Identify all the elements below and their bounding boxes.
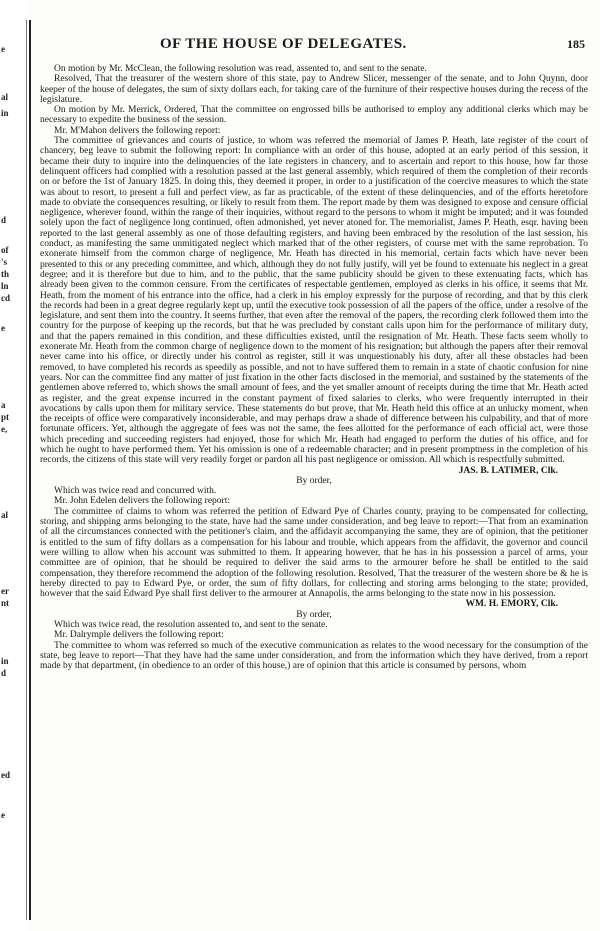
margin-fragment: al [1,510,9,520]
gutter-shadow [26,20,27,920]
by-order-line: By order, [296,609,332,620]
margin-fragment: er [1,586,9,596]
margin-fragment: of [1,245,9,255]
paragraph: Resolved, That the treasurer of the western shore of this state, pay to Andrew Slicer, messenger of the senate, and to John Quynn, door keeper of the house of delegates, the sum of sixty dollars each, for taking care of the furniture of their respective houses during the recess of the legislature. [40,74,588,105]
paragraph: The committee of claims to whom was referred the petition of Edward Pye of Charles county, praying to be compensated for collecting, storing, and shipping arms belonging to the state, have had the same under consideration, and beg leave to report:—That from an examination of all the circumstances connected with the petitioner's claim, and the affidavit accompanying the same, they are of opinion, that the petitioner is entitled to the sum of fifty dollars as a compensation for his labour and trouble, which appears from the affidavit, the governor and council were willing to allow when his account was submitted to them. It appearing however, that he has in his possession a parcel of arms, your committee are of opinion, that he should be required to deliver the said arms to the armourer before he shall be entitled to the said compensation, they therefore recommend the adoption of the following resolution. Resolved, That the treasurer of the western shore be & he is hereby directed to pay to Edward Pye, or order, the sum of fifty dollars, for collecting and storing arms belonging to the state; provided, however that the said Edward Pye shall first deliver to the armourer at Annapolis, the arms belonging to the state now in his possession. [40,506,588,600]
paragraph: Which was twice read, the resolution assented to, and sent to the senate. [54,620,328,631]
paragraph: On motion by Mr. Merrick, Ordered, That the committee on engrossed bills be authorised to employ any additional clerks which may be necessary to expedite the business of the session. [40,105,588,126]
page-body-text [40,64,588,924]
paragraph: Which was twice read and concurred with. [54,486,217,497]
page-title: OF THE HOUSE OF DELEGATES. [160,36,407,52]
margin-fragment: d [1,668,7,678]
page-binding-edge [29,20,31,920]
paragraph: On motion by Mr. McClean, the following resolution was read, assented to, and sent to the senate. [54,64,427,74]
paragraph: Mr. Dalrymple delivers the following report: [54,630,224,641]
signature-line: JAS. B. LATIMER, Clk. [458,465,558,476]
paragraph: Mr. M'Mahon delivers the following report: [54,125,221,136]
margin-fragment: nt [1,598,10,608]
margin-fragment: ed [1,770,10,780]
adjacent-page-margin [0,0,26,931]
margin-fragment: al [1,92,9,102]
page-header [40,32,585,54]
margin-fragment: in [1,108,9,118]
margin-fragment: in [1,656,9,666]
margin-fragment: e [1,323,5,333]
margin-fragment: cd [1,293,10,303]
margin-fragment: ln [1,281,9,291]
margin-fragment: a [1,400,6,410]
paragraph: The committee of grievances and courts of justice, to whom was referred the memorial of James P. Heath, late register of the court of chancery, beg leave to submit the following report: In compliance with an order of this house, adopted at an early period of this session, it became their duty to inquire into the delinquencies of the late registers in chancery, and to ascertain and report to this house, how far those delinquent officers had complied with a resolution passed at the last general assembly, which required of them the completion of their records on or before the 1st of January 1825. In doing this, they deemed it proper, in order to a justification of the coercive measures to which the state was about to resort, to present a full and perfect view, as far as practicable, of the extent of these delinquencies, and of the efforts heretofore made to obviate the consequences resulting, or likely to result from them. The report made by them was designed to expose and censure official negligence, wherever found, within the range of their inquiries, without regard to the persons to whom it might be imputed; and it was founded solely upon the fact of negligence long continued, often admonished, yet never atoned for. The memorialist, James P. Heath, esqr. having been reported to the last general assembly as one of those defaulting registers, and having been embraced by the resolution of the last session, his conduct, as manifesting the same unmitigated neglect which marked that of the other registers, of course met with the same reprobation. To exonerate himself from the common charge of negligence, Mr. Heath has directed in his memorial, certain facts which have never been presented to this or any preceding committee, and which, although they do not fully justify, will yet be found to extenuate his neglect in a great degree; and it is therefore but due to him, and to the public, that the same publicity should be given to these extenuating facts, which has already been given to the common censure. From the certificates of respectable gentlemen, employed as clerks in his office, it seems that Mr. Heath, from the moment of his entrance into the office, had a clerk in his employ expressly for the purpose of recording, and that by this clerk the records had been in a great degree regularly kept up, until the executive took possession of all the papers of the office, under a resolve of the legislature, and sent them into the country. It seems further, that even after the removal of the papers, the recording clerk followed them into the country for the purpose of keeping up the records, but that he was precluded by constant calls upon him for the performance of military duty, and that the papers remained in this condition, and these difficulties existed, until the resignation of Mr. Heath. These facts seem wholly to exonerate Mr. Heath from the common charge of negligence down to the moment of his resignation; but although the papers after their removal never came into his office, or directly under his control as register, still it was unquestionably his duty, after all these obstacles had been removed, to have completed his records as speedily as possible, and not to have suffered them to remain in a state of chaotic confusion for nine years. Nor can the committee find any matter of just fixation in the other facts disclosed in the memorial, and sustained by the statements of the gentlemen above referred to, which shows the small amount of fees, and the yet smaller amount of receipts during the time that Mr. Heath acted as register, and the great expense incurred in the constant payment of fixed salaries to clerks, who were frequently interrupted in their avocations by calls upon them for military service. These statements do but prove, that Mr. Heath held this office at an unlucky moment, when the receipts of office were comparatively inconsiderable, and may perhaps draw a shade of difference between his culpability, and that of more fortunate officers. Yet, although the aggregate of fees was not the same, the fees allotted for the performance of each official act, were those which preceding and succeeding registers had enjoyed, those for which Mr. Heath had engaged to perform the duties of his office, and for which he ought to have performed them. Yet his omission is one of a redeemable character; and in present promptness in the completion of his records, the citizens of this state will very readily forget or pardon all his past negligence or omission. All which is respectfully submitted. [40,136,588,466]
margin-fragment: e, [1,424,8,434]
margin-fragment: e [1,810,5,820]
paragraph: The committee to whom was referred so much of the executive communication as relates to the wood necessary for the consumption of the state, beg leave to report—That they have had the same under consideration, and from the information which they have derived, from a report made by that department, (in obedience to an order of this house,) are of opinion that this article is consumed by persons, whom [40,640,588,672]
margin-fragment: e [1,44,5,54]
signature-line: WM. H. EMORY, Clk. [465,599,558,610]
by-order-line: By order, [296,475,332,486]
paragraph: Mr. John Edelen delivers the following report: [54,496,230,507]
margin-fragment: th [1,269,10,279]
margin-fragment: 's [1,257,8,267]
page-number: 185 [567,37,585,51]
margin-fragment: pt [1,412,10,422]
margin-fragment: d [1,215,7,225]
